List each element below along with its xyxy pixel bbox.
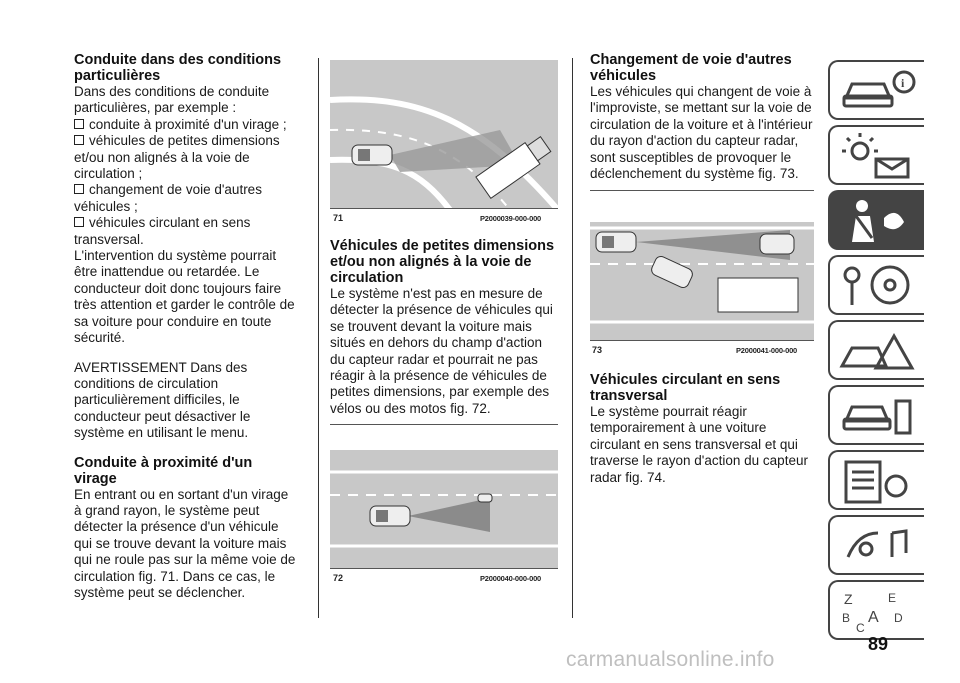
bullet-box-icon xyxy=(74,184,84,194)
tab-service[interactable] xyxy=(828,385,924,445)
figure-71 xyxy=(330,60,558,208)
heading-petits: Véhicules de petites dimensions et/ou non alignés à la voie de circulation xyxy=(330,238,555,286)
virage-text: En entrant ou en sortant d'un virage à grand rayon, le système peut détecter la présence d'un véhicule qui se trouve devant la voiture mais qui ne roule pas sur la même voie de circulation fig. 71. Dans ce cas, le système peut se déclencher. xyxy=(74,486,296,600)
curved-road-illustration xyxy=(330,60,558,208)
figure-71-number: 71 xyxy=(333,213,344,223)
column-3-text xyxy=(590,372,814,486)
bullet-item: changement de voie d'autres véhicules ; xyxy=(74,182,262,214)
warning-lights-icon xyxy=(838,133,918,179)
technical-data-icon xyxy=(838,458,918,504)
column-1 xyxy=(74,52,296,601)
svg-text:Z: Z xyxy=(844,591,853,607)
tab-emergency[interactable] xyxy=(828,320,924,380)
figure-73-number: 73 xyxy=(592,345,603,355)
column-divider xyxy=(572,58,573,618)
multimedia-icon xyxy=(838,523,918,569)
svg-text:E: E xyxy=(888,591,897,605)
figure-73 xyxy=(590,222,814,340)
car-service-icon xyxy=(838,393,918,439)
bullet-item: véhicules circulant en sens transversal. xyxy=(74,215,251,247)
bullet-item: conduite à proximité d'un virage ; xyxy=(74,117,296,133)
figure-72-code: P2000040-000-000 xyxy=(480,574,542,583)
bullet-box-icon xyxy=(74,119,84,129)
figure-71-code: P2000039-000-000 xyxy=(480,214,542,223)
column-2-text xyxy=(330,238,558,417)
intro-text: Dans des conditions de conduite particulières, par exemple : xyxy=(74,84,270,116)
bullet-box-icon xyxy=(74,217,84,227)
changement-text: Les véhicules qui changent de voie à l'improviste, se mettant sur la voie de circulation de la voiture et à l'intérieur du rayon d'action du capteur radar, sont susceptibles de provoquer le déclenchement du système fig. 73. xyxy=(590,84,813,182)
svg-text:A: A xyxy=(868,609,879,626)
figure-72 xyxy=(330,450,558,568)
heading-changement: Changement de voie d'autres véhicules xyxy=(590,52,792,84)
heading-conditions: Conduite dans des conditions particulières xyxy=(74,52,282,84)
heading-virage: Conduite à proximité d'un virage xyxy=(74,454,253,487)
watermark: carmanualsonline.info xyxy=(566,648,775,671)
breakdown-triangle-icon xyxy=(838,328,918,374)
bullet-item: véhicules de petites dimensions et/ou non alignés à la voie de circulation ; xyxy=(74,133,280,182)
heading-transversal: Véhicules circulant en sens transversal xyxy=(590,372,781,404)
bullet-box-icon xyxy=(74,135,84,145)
column-divider xyxy=(318,58,319,618)
tab-index[interactable] xyxy=(828,580,924,640)
figure-72-number: 72 xyxy=(333,573,344,583)
svg-text:i: i xyxy=(901,76,905,90)
tab-safety[interactable] xyxy=(828,190,924,250)
tab-warning-lights[interactable] xyxy=(828,125,924,185)
alphabetical-index-icon xyxy=(838,588,918,634)
tab-start-drive[interactable] xyxy=(828,255,924,315)
petits-text: Le système n'est pas en mesure de détecter la présence de véhicules qui se trouvent devant la voiture mais situés en dehors du champ d'action du capteur radar et pourrait ne pas réagir à la présence de véhicules de petites dimensions, par exemple des vélos ou des motos fig. 72. xyxy=(330,286,553,416)
transversal-text: Le système pourrait réagir temporairement à une voiture circulant en sens transversal et qui traverse le rayon d'action du capteur radar fig. 74. xyxy=(590,404,808,485)
intervention-text: L'intervention du système pourrait être inattendue ou retardée. Le conducteur doit donc toujours faire très attention et garder le contrôle de sa voiture pour conduire en toute sécurité. xyxy=(74,248,295,346)
key-steering-icon xyxy=(838,263,918,309)
tab-multimedia[interactable] xyxy=(828,515,924,575)
svg-text:B: B xyxy=(842,611,851,625)
svg-text:D: D xyxy=(894,611,903,625)
warning-text: AVERTISSEMENT Dans des conditions de circulation particulièrement difficiles, le conducteur peut désactiver le système en utilisant le menu. xyxy=(74,359,251,441)
motorcycle-road-illustration xyxy=(330,450,558,568)
page-number: 89 xyxy=(868,634,889,654)
svg-text:C: C xyxy=(856,621,865,634)
lane-change-illustration xyxy=(590,222,814,340)
column-3 xyxy=(590,52,814,182)
tab-car-info[interactable] xyxy=(828,60,924,120)
seatbelt-airbag-icon xyxy=(838,198,918,244)
figure-73-code: P2000041-000-000 xyxy=(736,346,798,355)
car-info-icon xyxy=(838,68,918,114)
tab-technical-data[interactable] xyxy=(828,450,924,510)
